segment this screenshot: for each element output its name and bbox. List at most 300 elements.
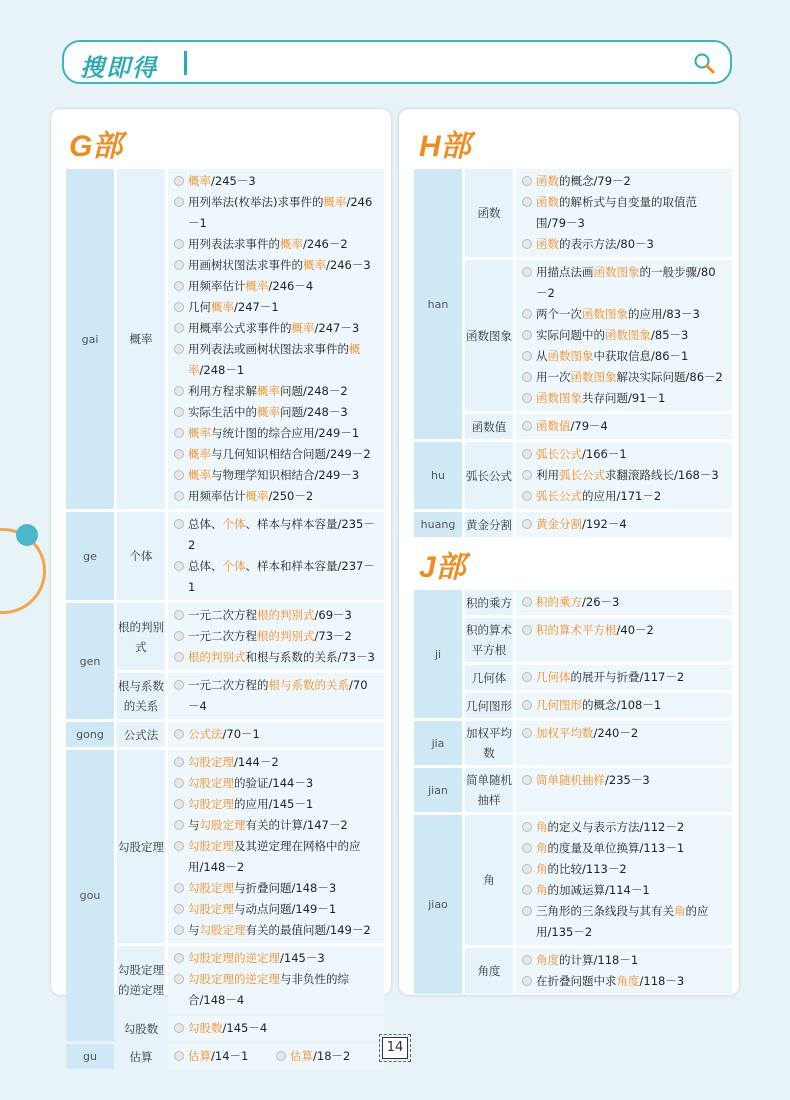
entry-text: 一元二次方程 <box>188 608 257 622</box>
highlight-term: 角 <box>536 820 548 834</box>
entry-text: 实际生活中的 <box>188 405 257 419</box>
bullet-icon <box>174 428 184 438</box>
bullet-icon <box>174 197 184 207</box>
topic-list <box>465 169 732 439</box>
highlight-term: 函数图象 <box>605 328 651 342</box>
entry-text: 从 <box>536 349 548 363</box>
entry-text: 与 <box>188 923 200 937</box>
bullet-icon <box>522 672 532 682</box>
bullet-icon <box>522 625 532 635</box>
entry-text: /145－3 <box>280 951 325 965</box>
index-entry[interactable] <box>174 1046 276 1067</box>
highlight-term: 根与系数的关系 <box>268 678 349 692</box>
bullet-icon <box>276 1051 286 1061</box>
index-entry[interactable] <box>174 465 378 486</box>
bullet-icon <box>174 841 184 851</box>
highlight-term: 函数 <box>536 195 559 209</box>
panel-h-j <box>399 109 739 995</box>
entry-text: 共存问题/91－1 <box>582 391 666 405</box>
topic-row <box>117 722 384 747</box>
highlight-term: 勾股定理的逆定理 <box>188 972 280 986</box>
index-entry[interactable] <box>174 1018 378 1039</box>
topic-list <box>117 603 384 719</box>
bullet-icon <box>522 775 532 785</box>
entry-text: 的应用/171－2 <box>582 489 662 503</box>
index-entry[interactable] <box>522 838 726 859</box>
bullet-icon <box>522 885 532 895</box>
entry-text: 中获取信息/86－1 <box>593 349 689 363</box>
bullet-icon <box>522 470 532 480</box>
topic-row <box>117 169 384 509</box>
highlight-term: 根的判别式 <box>188 650 246 664</box>
index-entry[interactable] <box>522 971 726 992</box>
entry-text: /73－2 <box>314 629 352 643</box>
entry-text: /247－1 <box>234 300 279 314</box>
topic-list <box>117 169 384 509</box>
pinyin-label: ji <box>414 590 462 718</box>
section-title-j: J部 <box>419 551 466 584</box>
highlight-term: 积的算术平方根 <box>536 623 617 637</box>
search-icon[interactable] <box>692 51 716 75</box>
index-entry[interactable] <box>174 381 378 402</box>
entry-list <box>168 169 384 509</box>
highlight-term: 根的判别式 <box>257 629 315 643</box>
index-entry[interactable] <box>522 304 726 325</box>
entry-text: 的展开与折叠/117－2 <box>570 670 685 684</box>
pinyin-label: gong <box>66 722 114 747</box>
bullet-icon <box>522 372 532 382</box>
bullet-icon <box>174 1023 184 1033</box>
index-entry[interactable] <box>174 724 378 745</box>
entry-text: /69－3 <box>314 608 352 622</box>
pinyin-label: han <box>414 169 462 439</box>
topic-list <box>117 750 384 1041</box>
index-entry[interactable] <box>174 171 378 192</box>
bullet-icon <box>522 239 532 249</box>
entry-list <box>168 946 384 1013</box>
entry-text: 在折叠问题中求 <box>536 974 617 988</box>
entry-text: 与折叠问题/148－3 <box>234 881 337 895</box>
index-entry[interactable] <box>174 773 378 794</box>
highlight-term: 勾股定理 <box>188 755 234 769</box>
bullet-icon <box>522 519 532 529</box>
index-entry[interactable] <box>522 620 726 641</box>
index-entry[interactable] <box>174 647 378 668</box>
highlight-term: 勾股定理 <box>199 818 246 832</box>
entry-text: /145－4 <box>222 1021 268 1035</box>
topic-row <box>465 260 732 411</box>
bullet-icon <box>522 491 532 501</box>
entry-text: 的比较/113－2 <box>547 862 627 876</box>
entry-list <box>168 512 384 600</box>
index-entry[interactable] <box>174 794 378 815</box>
bullet-icon <box>174 974 184 984</box>
topic-row <box>465 665 732 690</box>
index-entry[interactable] <box>174 969 378 1011</box>
entry-list <box>516 693 732 718</box>
entry-text: 的加减运算/114－1 <box>547 883 650 897</box>
index-entry[interactable] <box>522 667 726 688</box>
highlight-term: 弧长公式 <box>536 489 582 503</box>
topic-row <box>465 948 732 994</box>
bullet-icon <box>174 729 184 739</box>
highlight-term: 概率 <box>188 447 211 461</box>
highlight-term: 概率 <box>188 468 211 482</box>
pinyin-label: huang <box>414 512 462 537</box>
pinyin-label: gu <box>66 1044 114 1069</box>
entry-text: 有关的计算/147－2 <box>245 818 348 832</box>
highlight-term: 角 <box>536 841 548 855</box>
topic-row <box>465 590 732 615</box>
index-entry[interactable] <box>174 626 378 647</box>
index-entry[interactable] <box>174 192 378 234</box>
inline-entries <box>174 1046 378 1067</box>
entry-text: 几何 <box>188 300 211 314</box>
highlight-term: 概率 <box>188 174 211 188</box>
bullet-icon <box>174 302 184 312</box>
highlight-term: 概率 <box>280 237 303 251</box>
index-entry[interactable] <box>174 752 378 773</box>
bullet-icon <box>522 597 532 607</box>
index-entry[interactable] <box>522 416 726 437</box>
bullet-icon <box>174 610 184 620</box>
pinyin-group <box>66 169 384 509</box>
highlight-term: 公式法 <box>188 727 223 741</box>
entry-text: /166－1 <box>582 447 627 461</box>
topic-name: 勾股数 <box>117 1016 165 1041</box>
bullet-icon <box>174 323 184 333</box>
index-entry[interactable] <box>174 234 378 255</box>
entry-list <box>516 815 732 945</box>
entry-list <box>168 750 384 943</box>
highlight-term: 积的乘方 <box>536 595 582 609</box>
index-entry[interactable] <box>522 880 726 901</box>
topic-row <box>465 618 732 662</box>
index-entry[interactable] <box>522 444 726 465</box>
bullet-icon <box>174 925 184 935</box>
index-entry[interactable] <box>522 234 726 255</box>
topic-name: 概率 <box>117 169 165 509</box>
topic-row <box>117 1016 384 1041</box>
pinyin-group <box>66 1044 384 1069</box>
highlight-term: 函数图象 <box>593 265 640 279</box>
bullet-icon <box>174 491 184 501</box>
topic-name: 黄金分割 <box>465 512 513 537</box>
highlight-term: 概率 <box>188 342 361 377</box>
bullet-icon <box>174 631 184 641</box>
index-entry[interactable] <box>522 465 726 486</box>
bullet-icon <box>174 778 184 788</box>
index-entry[interactable] <box>522 950 726 971</box>
entry-text: 用画树状图法求事件的 <box>188 258 303 272</box>
index-entry[interactable] <box>174 836 378 878</box>
index-grid-h <box>414 169 732 540</box>
entry-list <box>168 603 384 670</box>
topic-name: 积的算术平方根 <box>465 618 513 662</box>
entry-list <box>516 665 732 690</box>
highlight-term: 概率 <box>323 195 347 209</box>
topic-list <box>117 1044 384 1069</box>
entry-text: 及其逆定理在网格中的应用/148－2 <box>188 839 361 874</box>
index-entry[interactable] <box>174 514 378 556</box>
index-entry[interactable] <box>174 815 378 836</box>
topic-list <box>465 721 732 765</box>
entry-text: 的验证/144－3 <box>234 776 314 790</box>
entry-text: 的解析式与自变量的取值范围/79－3 <box>536 195 697 230</box>
entry-text: /245－3 <box>211 174 256 188</box>
entry-text: /192－4 <box>582 517 627 531</box>
index-entry[interactable] <box>174 255 378 276</box>
index-entry[interactable] <box>174 920 378 941</box>
entry-text: 用列表法或画树状图法求事件的 <box>188 342 349 356</box>
pinyin-label: ge <box>66 512 114 600</box>
entry-text: 的概念/108－1 <box>582 698 662 712</box>
topic-name: 积的乘方 <box>465 590 513 615</box>
topic-name: 根的判别式 <box>117 603 165 670</box>
index-entry[interactable] <box>522 817 726 838</box>
entry-text: /18－2 <box>313 1049 351 1063</box>
index-grid-j <box>414 590 732 997</box>
topic-row <box>117 750 384 943</box>
entry-text: 有关的最值问题/149－2 <box>245 923 371 937</box>
entry-text: 用列举法(枚举法)求事件的 <box>188 195 324 209</box>
index-entry[interactable] <box>522 262 726 304</box>
entry-text: 总体、 <box>188 517 223 531</box>
bullet-icon <box>174 904 184 914</box>
entry-list <box>516 721 732 765</box>
topic-list <box>465 815 732 994</box>
entry-text: /85－3 <box>651 328 689 342</box>
search-bar[interactable] <box>62 40 732 84</box>
topic-name: 加权平均数 <box>465 721 513 765</box>
bullet-icon <box>174 386 184 396</box>
index-entry[interactable] <box>522 346 726 367</box>
topic-row <box>465 815 732 945</box>
entry-text: 的应用/145－1 <box>234 797 314 811</box>
index-entry[interactable] <box>174 675 378 717</box>
entry-text: 与动点问题/149－1 <box>234 902 337 916</box>
entry-text: /235－3 <box>605 773 650 787</box>
index-entry[interactable] <box>522 514 726 535</box>
bullet-icon <box>522 176 532 186</box>
highlight-term: 简单随机抽样 <box>536 773 605 787</box>
bullet-icon <box>174 519 184 529</box>
index-entry[interactable] <box>174 339 378 381</box>
search-divider <box>184 51 187 75</box>
entry-text: 用概率公式求事件的 <box>188 321 292 335</box>
index-entry[interactable] <box>174 318 378 339</box>
index-entry[interactable] <box>174 556 378 598</box>
entry-text: /247－3 <box>314 321 360 335</box>
topic-row <box>117 673 384 719</box>
index-entry[interactable] <box>174 297 378 318</box>
entry-text: 和根与系数的关系/73－3 <box>245 650 375 664</box>
topic-name: 勾股定理的逆定理 <box>117 946 165 1013</box>
entry-text: /26－3 <box>582 595 620 609</box>
entry-list <box>168 673 384 719</box>
highlight-term: 根的判别式 <box>257 608 315 622</box>
bullet-icon <box>522 822 532 832</box>
topic-row <box>465 693 732 718</box>
entry-text: 、样本和样本容量/237－1 <box>188 559 375 594</box>
index-entry[interactable] <box>522 770 726 791</box>
entry-text: 用描点法画 <box>536 265 594 279</box>
entry-list <box>516 442 732 509</box>
decorative-dot <box>16 524 38 546</box>
index-entry[interactable] <box>522 367 726 388</box>
highlight-term: 概率 <box>211 300 234 314</box>
highlight-term: 勾股定理 <box>188 797 234 811</box>
pinyin-group <box>414 768 732 812</box>
highlight-term: 函数图象 <box>570 370 617 384</box>
topic-name: 弧长公式 <box>465 442 513 509</box>
topic-row <box>465 414 732 439</box>
highlight-term: 函数图象 <box>547 349 594 363</box>
pinyin-group <box>66 603 384 719</box>
entry-text: 与物理学知识相结合/249－3 <box>211 468 360 482</box>
index-entry[interactable] <box>522 901 726 943</box>
bullet-icon <box>174 281 184 291</box>
index-entry[interactable] <box>522 695 726 716</box>
index-entry[interactable] <box>174 878 378 899</box>
index-entry[interactable] <box>276 1046 378 1067</box>
entry-text: 与几何知识相结合问题/249－2 <box>211 447 371 461</box>
entry-text: 的一般步骤/80－2 <box>536 265 716 300</box>
topic-name: 勾股定理 <box>117 750 165 943</box>
highlight-term: 概率 <box>257 384 280 398</box>
bullet-icon <box>522 728 532 738</box>
entry-text: 用频率估计 <box>188 489 246 503</box>
highlight-term: 弧长公式 <box>559 468 605 482</box>
index-entry[interactable] <box>174 423 378 444</box>
entry-text: /246－1 <box>188 195 373 230</box>
highlight-term: 个体 <box>222 517 246 531</box>
highlight-term: 概率 <box>291 321 315 335</box>
bullet-icon <box>522 309 532 319</box>
index-entry[interactable] <box>522 171 726 192</box>
entry-text: /144－2 <box>234 755 279 769</box>
bullet-icon <box>174 953 184 963</box>
highlight-term: 概率 <box>245 279 269 293</box>
index-entry[interactable] <box>522 592 726 613</box>
entry-text: 的表示方法/80－3 <box>559 237 654 251</box>
index-entry[interactable] <box>174 899 378 920</box>
entry-text: /246－4 <box>268 279 314 293</box>
highlight-term: 角度 <box>616 974 640 988</box>
index-entry[interactable] <box>522 325 726 346</box>
topic-row <box>465 169 732 257</box>
pinyin-group <box>414 512 732 537</box>
topic-name: 函数图象 <box>465 260 513 411</box>
index-entry[interactable] <box>522 723 726 744</box>
bullet-icon <box>174 239 184 249</box>
pinyin-group <box>414 721 732 765</box>
highlight-term: 勾股定理 <box>188 881 234 895</box>
entry-list <box>168 722 384 747</box>
bullet-icon <box>522 421 532 431</box>
topic-name: 角度 <box>465 948 513 994</box>
highlight-term: 估算 <box>188 1049 211 1063</box>
pinyin-label: jia <box>414 721 462 765</box>
highlight-term: 角 <box>536 862 548 876</box>
pinyin-group <box>414 590 732 718</box>
topic-list <box>117 722 384 747</box>
index-entry[interactable] <box>174 486 378 507</box>
bullet-icon <box>174 652 184 662</box>
entry-text: /70－1 <box>222 727 260 741</box>
bullet-icon <box>522 449 532 459</box>
highlight-term: 估算 <box>290 1049 313 1063</box>
entry-text: /14－1 <box>211 1049 249 1063</box>
pinyin-label: jiao <box>414 815 462 994</box>
topic-list <box>465 512 732 537</box>
entry-text: 用一次 <box>536 370 571 384</box>
entry-text: 一元二次方程 <box>188 629 257 643</box>
entry-text: /118－3 <box>639 974 685 988</box>
entry-text: 总体、 <box>188 559 223 573</box>
highlight-term: 概率 <box>303 258 326 272</box>
bullet-icon <box>522 197 532 207</box>
index-entry[interactable] <box>522 486 726 507</box>
entry-text: /70－4 <box>188 678 368 713</box>
entry-text: 的计算/118－1 <box>559 953 639 967</box>
topic-row <box>117 1044 384 1069</box>
bullet-icon <box>174 799 184 809</box>
highlight-term: 勾股定理的逆定理 <box>188 951 280 965</box>
pinyin-label: hu <box>414 442 462 509</box>
highlight-term: 几何体 <box>536 670 571 684</box>
index-entry[interactable] <box>174 276 378 297</box>
topic-list <box>465 768 732 812</box>
search-title: 搜即得 <box>80 54 158 82</box>
highlight-term: 勾股定理 <box>188 839 234 853</box>
bullet-icon <box>522 843 532 853</box>
index-entry[interactable] <box>174 605 378 626</box>
bullet-icon <box>522 351 532 361</box>
entry-text: /246－2 <box>303 237 348 251</box>
pinyin-group <box>66 722 384 747</box>
index-entry[interactable] <box>174 948 378 969</box>
entry-text: 与统计图的综合应用/249－1 <box>211 426 360 440</box>
topic-name: 函数值 <box>465 414 513 439</box>
bullet-icon <box>174 470 184 480</box>
pinyin-group <box>414 815 732 994</box>
entry-text: 的度量及单位换算/113－1 <box>547 841 685 855</box>
bullet-icon <box>522 393 532 403</box>
highlight-term: 函数 <box>536 174 559 188</box>
index-entry[interactable] <box>522 192 726 234</box>
entry-text: /240－2 <box>593 726 639 740</box>
bullet-icon <box>522 906 532 916</box>
entry-text: 问题/248－2 <box>280 384 348 398</box>
highlight-term: 概率 <box>245 489 269 503</box>
index-entry[interactable] <box>174 444 378 465</box>
bullet-icon <box>174 449 184 459</box>
entry-list <box>168 1016 384 1041</box>
entry-text: 利用 <box>536 468 559 482</box>
highlight-term: 角度 <box>536 953 559 967</box>
topic-row <box>117 603 384 670</box>
index-grid-g <box>66 169 384 1072</box>
index-entry[interactable] <box>174 402 378 423</box>
index-entry[interactable] <box>522 859 726 880</box>
highlight-term: 黄金分割 <box>536 517 582 531</box>
index-entry[interactable] <box>522 388 726 409</box>
bullet-icon <box>174 680 184 690</box>
highlight-term: 勾股定理 <box>188 902 234 916</box>
entry-text: 求翻滚路线长/168－3 <box>605 468 719 482</box>
highlight-term: 函数 <box>536 237 559 251</box>
